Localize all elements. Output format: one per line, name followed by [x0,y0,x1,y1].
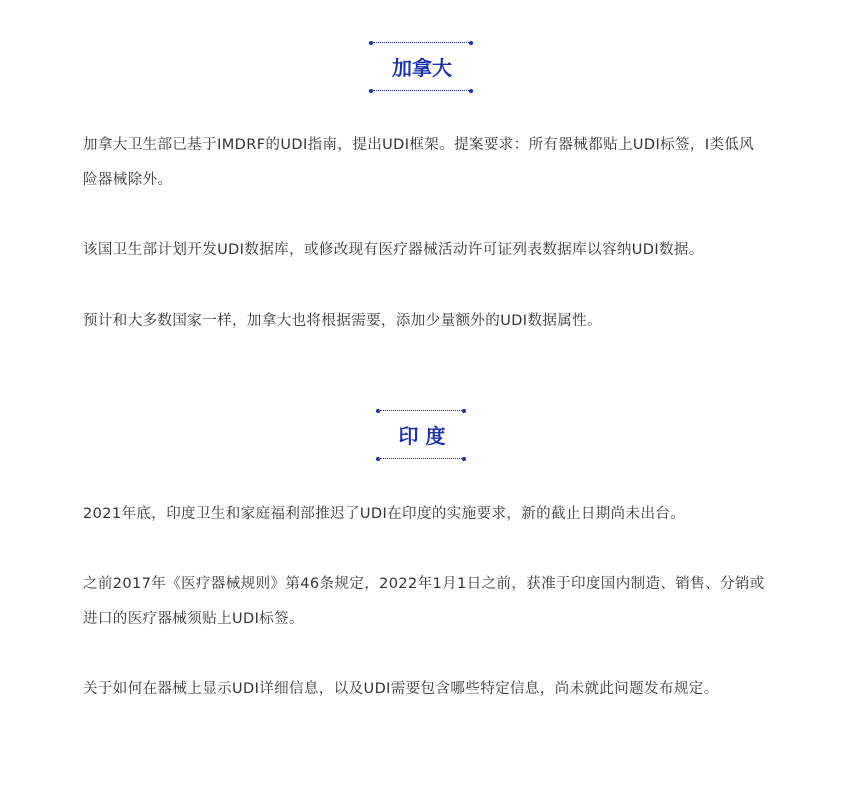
paragraph-india-1: 2021年底，印度卫生和家庭福利部推迟了UDI在印度的实施要求，新的截止日期尚未出台。 [83,506,686,522]
paragraph-india-2: 之前2017年《医疗器械规则》第46条规定，2022年1月1日之前，获准于印度国内制造、销售、分销或进口的医疗器械须贴上UDI标签。 [83,576,765,627]
decor-line-bottom [380,458,462,459]
decor-dot-bottom-right [462,457,466,461]
paragraph-canada-2: 该国卫生部计划开发UDI数据库，或修改现有医疗器械活动许可证列表数据库以容纳UDI数据。 [83,242,704,258]
decor-line-top [373,42,469,43]
section-heading-india [0,408,844,464]
decor-dot-top-right [462,409,466,413]
section-title: 加拿大 [392,56,452,80]
decor-dot-top-right [469,41,473,45]
decor-line-top [380,410,462,411]
decor-dot-bottom-right [469,89,473,93]
section-heading-canada [0,40,844,96]
section-title: 印 度 [398,424,446,448]
paragraph-canada-3: 预计和大多数国家一样，加拿大也将根据需要，添加少量额外的UDI数据属性。 [83,313,602,329]
decor-line-bottom [373,90,469,91]
paragraph-canada-1: 加拿大卫生部已基于IMDRF的UDI指南，提出UDI框架。提案要求：所有器械都贴上UDI标签，I类低风险器械除外。 [83,137,755,188]
paragraph-india-3: 关于如何在器械上显示UDI详细信息，以及UDI需要包含哪些特定信息，尚未就此问题发布规定。 [83,681,719,697]
